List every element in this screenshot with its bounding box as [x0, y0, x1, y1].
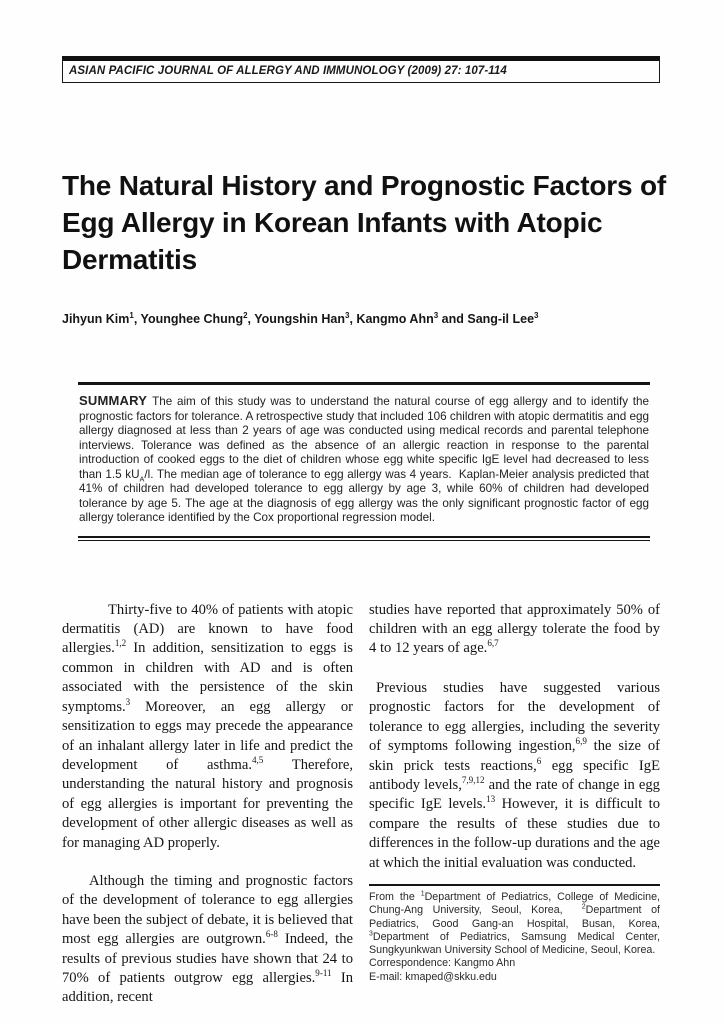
- paragraph-intro-4: Previous studies have suggested various prognostic factors for the development of tolerance to egg allergies, including the severity of symptoms following ingestion,$^{6,9}$ the size of skin prick tests reactions,$^6$ egg specific IgE antibody levels,$^{7,9,12}$ and the rate of change in egg specific IgE levels.$^{13}$ However, it is difficult to compare the results of these studies due to differences in the follow-up durations and the age at which the initial evaluation was conducted.: [369, 679, 661, 871]
- paragraph-intro-3: studies have reported that approximately 50% of children with an egg allergy tolerate the food by 4 to 12 years of age.$^{6,7}$: [369, 601, 660, 657]
- paragraph-intro-1: Thirty-five to 40% of patients with atopic dermatitis (AD) are known to have food allergies.$^{1,2}$ In addition, sensitization to eggs is common in children with AD and is often associated with the persistence of the skin symptoms.$^3$ Moreover, an egg allergy or sensitization to eggs may precede the appearance of an inhalant allergy later in life and predict the development of asthma.$^{4,5}$ Therefore, understanding the natural history and prognosis of egg allergies is important for preventing the development of other allergic diseases as well as for managing AD properly.: [62, 601, 353, 851]
- paragraph-intro-2: Although the timing and prognostic factors of the development of tolerance to egg allergies have been the subject of debate, it is believed that most egg allergies are outgrown.$^{6-8}$ Indeed, the results of previous studies have shown that 24 to 70% of patients outgrow egg allergies.$^{9-11}$ In addition, recent: [62, 872, 353, 1006]
- summary-abstract: SUMMARY The aim of this study was to understand the natural course of egg allergy and to identify the prognostic factors for tolerance. A retrospective study that included 106 children with atopic dermatitis and egg allergy diagnosed at less than 2 years of age was conducted using medical records and parental telephone interviews. Tolerance was defined as the absence of an allergic reaction in response to the parental introduction of cooked eggs to the diet of children whose egg white specific IgE level had decreased to less than 1.5 $kU_A/l$. The median age of tolerance to egg allergy was 4 years. Kaplan-Meier analysis predicted that 41% of children had developed tolerance to egg allergy by age 3, while 60% of children had developed tolerance by age 5. The age at the diagnosis of egg allergy was the only significant prognostic factor of egg allergy tolerance identified by the Cox proportional regression model.: [78, 382, 650, 536]
- left-column: [62, 601, 353, 1008]
- summary-bottom-rule: [78, 536, 650, 541]
- email-line: E-mail: kmaped@skku.edu: [369, 970, 497, 983]
- affiliation-text: From the $^1$Department of Pediatrics, College of Medicine, Chung-Ang University, Seoul, Korea, $^2$Department of Pediatrics, Good Gang-an Hospital, Busan, Korea, $^3$Department of Pediatrics, Samsung Medical Center, Sungkyunkwan University School of Medicine, Seoul, Korea.: [369, 890, 660, 957]
- footnote-block: [369, 891, 660, 984]
- footnote-rule: [369, 884, 660, 886]
- article-title: The Natural History and Prognostic Factors of Egg Allergy in Korean Infants with Atopic Dermatitis: [62, 170, 666, 275]
- correspondence-line: Correspondence: Kangmo Ahn: [369, 957, 516, 970]
- body-columns: [62, 601, 660, 1008]
- author-line: Jihyun Kim$^1$, Younghee Chung$^2$, Youngshin Han$^3$, Kangmo Ahn$^3$ and Sang-il Lee$^3$: [62, 311, 539, 327]
- right-column: [369, 601, 660, 1008]
- journal-banner: ASIAN PACIFIC JOURNAL OF ALLERGY AND IMMUNOLOGY (2009) 27: 107-114: [62, 56, 660, 83]
